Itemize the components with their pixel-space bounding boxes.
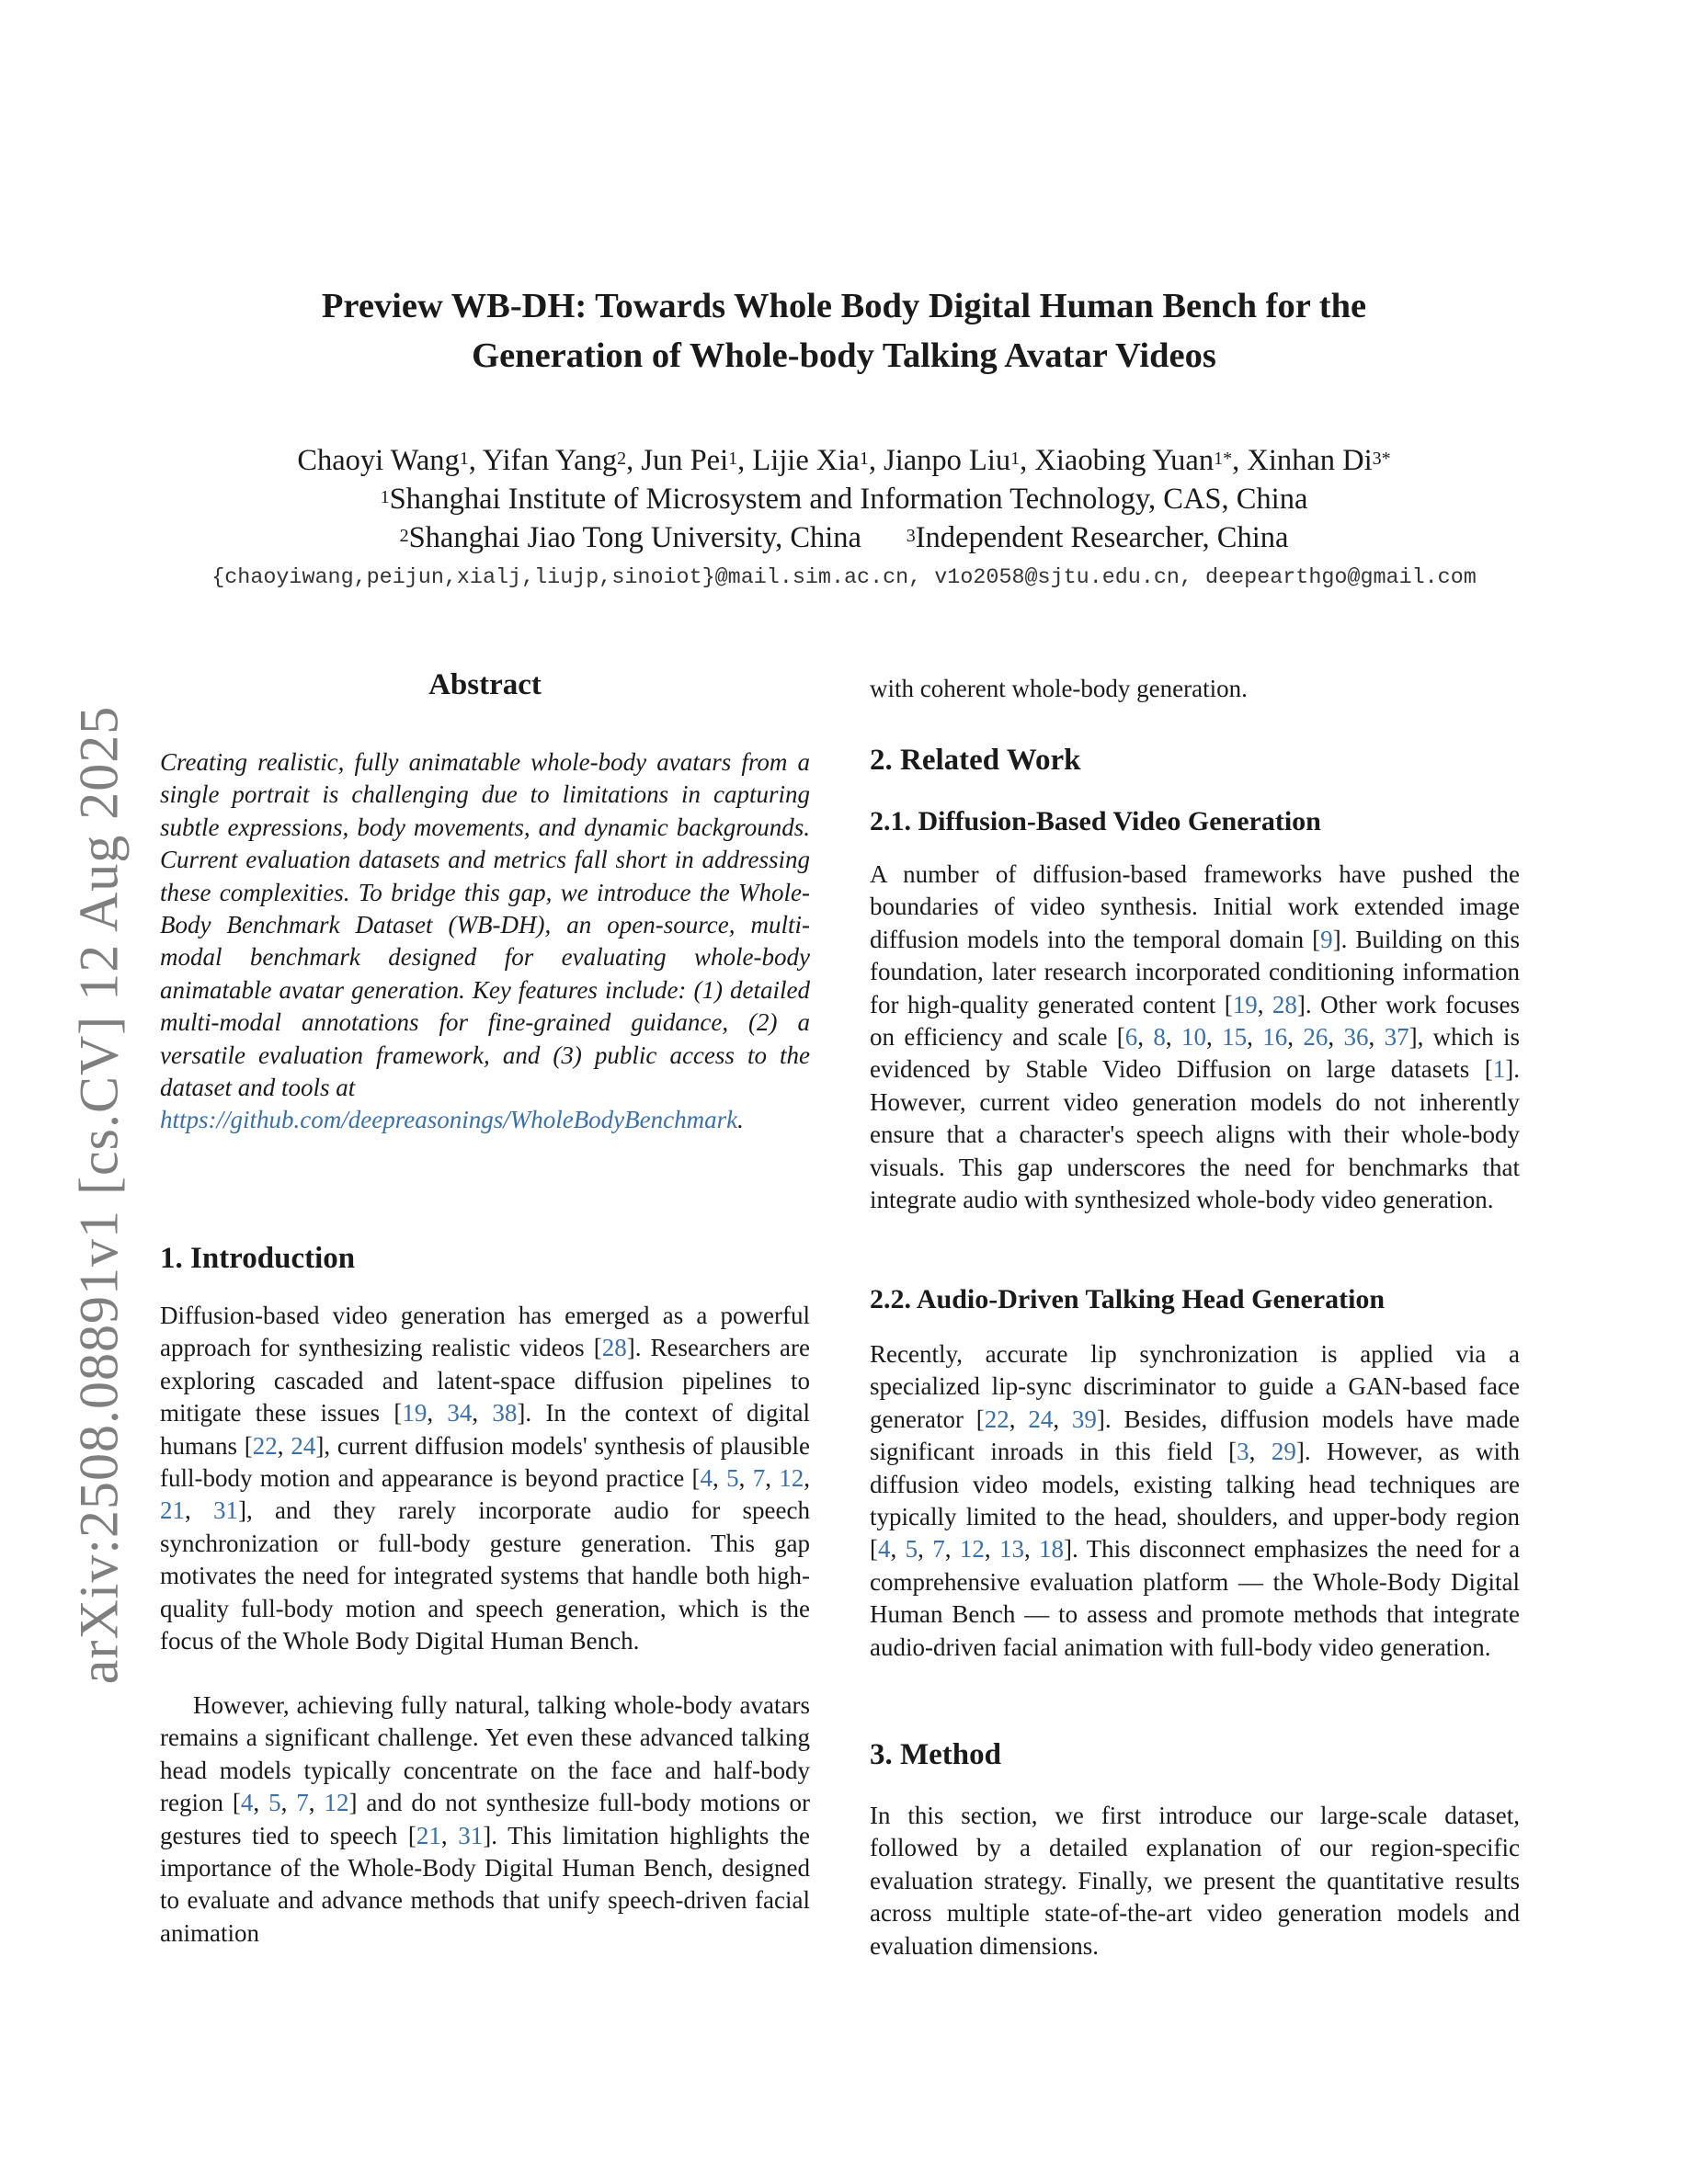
- citation-link[interactable]: 38: [492, 1399, 518, 1428]
- intro-paragraph-2: However, achieving fully natural, talking whole-body avatars remains a significant challenge. Yet even these advanced talking head models typically concentrate on the face and half-body region [4, 5, 7, 12] and do not synthesize full-body motions or gestures tied to speech [21, 31]. This limitation highlights the importance of the Whole-Body Digital Human Bench, designed to evaluate and advance methods that unify speech-driven facial animation: [160, 1691, 810, 1947]
- citation-link[interactable]: 22: [252, 1431, 278, 1460]
- title-line-2: Generation of Whole-body Talking Avatar Videos: [472, 336, 1216, 375]
- affiliation-text: Shanghai Institute of Microsystem and Information Technology, CAS, China: [389, 483, 1308, 516]
- citation-link[interactable]: 4: [878, 1535, 891, 1564]
- section-heading-introduction: 1. Introduction: [160, 1242, 356, 1275]
- abstract-continuation: with coherent whole-body generation.: [870, 675, 1248, 702]
- subsection-heading-audio-driven: 2.2. Audio-Driven Talking Head Generation: [870, 1284, 1386, 1314]
- affiliation-mark: 1: [380, 487, 390, 507]
- citation-link[interactable]: 26: [1303, 1023, 1329, 1052]
- author-affiliation-mark: 1: [459, 449, 469, 469]
- citation-link[interactable]: 5: [726, 1464, 739, 1493]
- citation-link[interactable]: 3: [1237, 1438, 1249, 1466]
- abstract-text-content: Creating realistic, fully animatable whole-body avatars from a single portrait is challenging due to limitations in capturing subtle expressions, body movements, and dynamic backgrounds. Current evaluation datasets and metrics fall short in addressing these complexities. To bridge this gap, we introduce the Whole-Body Benchmark Dataset (WB-DH), an open-source, multi-modal benchmark designed for evaluating whole-body animatable avatar generation. Key features include: (1) detailed multi-modal annotations for fine-grained guidance, (2) a versatile evaluation framework, and (3) public access to the dataset and tools at: [160, 748, 810, 1102]
- citation-link[interactable]: 19: [402, 1399, 428, 1428]
- method-paragraph: In this section, we first introduce our large-scale dataset, followed by a detailed explanation of our region-specific evaluation strategy. Finally, we present the quantitative results across multiple state-of-the-art video generation models and evaluation dimensions.: [870, 1802, 1520, 1960]
- citation-link[interactable]: 21: [160, 1496, 185, 1525]
- citation-link[interactable]: 16: [1262, 1023, 1288, 1052]
- affiliation-mark: 3: [906, 526, 916, 546]
- citation-link[interactable]: 4: [240, 1789, 254, 1817]
- citation-link[interactable]: 21: [416, 1821, 441, 1849]
- citation-link[interactable]: 15: [1222, 1023, 1248, 1052]
- author-affiliation-mark: 1: [859, 449, 869, 469]
- citation-link[interactable]: 8: [1153, 1023, 1166, 1052]
- citation-link[interactable]: 24: [1028, 1405, 1054, 1433]
- author-affiliation-mark: 3*: [1372, 449, 1391, 469]
- citation-link[interactable]: 9: [1320, 925, 1333, 953]
- citation-link[interactable]: 12: [959, 1535, 985, 1564]
- author-block: [0, 441, 1688, 557]
- subsection-heading-diffusion: 2.1. Diffusion-Based Video Generation: [870, 806, 1321, 836]
- affiliation-text: Independent Researcher, China: [915, 521, 1289, 554]
- author-name: Jianpo Liu: [884, 444, 1011, 477]
- author-name: Jun Pei: [641, 444, 729, 477]
- affiliation-mark: 2: [399, 526, 409, 546]
- citation-link[interactable]: 13: [998, 1535, 1024, 1564]
- citation-link[interactable]: 7: [932, 1535, 945, 1564]
- citation-link[interactable]: 31: [458, 1821, 484, 1849]
- diffusion-paragraph: A number of diffusion-based frameworks have pushed the boundaries of video synthesis. Initial work extended image diffusion models into the temporal domain [9]. Building on this foundation, later research incorporated conditioning information for high-quality generated content [19, 28]. Other work focuses on efficiency and scale [6, 8, 10, 15, 16, 26, 36, 37], which is evidenced by Stable Video Diffusion on large datasets [1]. However, current video generation models do not inherently ensure that a character's speech aligns with their whole-body visuals. This gap underscores the need for benchmarks that integrate audio with synthesized whole-body video generation.: [870, 860, 1521, 1214]
- citation-link[interactable]: 31: [213, 1496, 239, 1525]
- citation-link[interactable]: 5: [905, 1535, 918, 1564]
- author-list: Chaoyi Wang$^1$, Yifan Yang$^2$, Jun Pei$^1$, Lijie Xia$^1$, Jianpo Liu$^1$, Xiaobing Yuan$^{1*}$, Xinhan $Di^{3*}$: [297, 444, 1391, 477]
- citation-link[interactable]: 28: [601, 1334, 627, 1362]
- citation-link[interactable]: 4: [700, 1464, 713, 1493]
- affiliation-line: [0, 518, 1688, 557]
- paper-title: [0, 281, 1688, 381]
- abstract-heading: Abstract: [428, 668, 542, 701]
- author-affiliation-mark: 1: [1010, 449, 1021, 469]
- author-name: Xinhan Di: [1247, 444, 1373, 477]
- affiliation-line: [0, 480, 1688, 518]
- citation-link[interactable]: 7: [296, 1789, 309, 1817]
- audio-driven-paragraph: Recently, accurate lip synchronization is applied via a specialized lip-sync discriminator to guide a GAN-based face generator [22, 24, 39]. Besides, diffusion models have made significant inroads in this field [3, 29]. However, as with diffusion video models, existing talking head techniques are typically limited to the head, shoulders, and upper-body region [4, 5, 7, 12, 13, 18]. This disconnect emphasizes the need for a comprehensive evaluation platform — the Whole-Body Digital Human Bench — to assess and promote methods that integrate audio-driven facial animation with full-body video generation.: [870, 1340, 1521, 1661]
- author-affiliation-mark: 1: [728, 449, 738, 469]
- intro-paragraph-1: Diffusion-based video generation has emerged as a powerful approach for synthesizing realistic videos [28]. Researchers are exploring cascaded and latent-space diffusion pipelines to mitigate these issues [19, 34, 38]. In the context of digital humans [22, 24], current diffusion models' synthesis of plausible full-body motion and appearance is beyond practice [4, 5, 7, 12, 21, 31], and they rarely incorporate audio for speech synchronization or full-body gesture generation. This gap motivates the need for integrated systems that handle both high-quality full-body motion and speech generation, which is the focus of the Whole Body Digital Human Bench.: [160, 1302, 811, 1655]
- citation-link[interactable]: 24: [291, 1431, 316, 1460]
- citation-link[interactable]: 34: [447, 1399, 473, 1428]
- section-heading-related-work: 2. Related Work: [870, 744, 1081, 777]
- author-name: Xiaobing Yuan: [1034, 444, 1215, 477]
- citation-link[interactable]: 7: [752, 1464, 766, 1493]
- citation-link[interactable]: 10: [1181, 1023, 1207, 1052]
- author-name: Lijie Xia: [752, 444, 860, 477]
- citation-link[interactable]: 1: [1492, 1055, 1506, 1084]
- citation-link[interactable]: 28: [1272, 990, 1297, 1018]
- author-name: Chaoyi Wang: [297, 444, 460, 477]
- author-affiliation-mark: 2: [617, 449, 627, 469]
- citation-link[interactable]: 22: [984, 1405, 1009, 1433]
- citation-link[interactable]: 37: [1384, 1023, 1409, 1052]
- author-emails: {chaoyiwang,peijun,xialj,liujp,sinoiot}@mail.sim.ac.cn, v1o2058@sjtu.edu.cn, deepearthgo@gmail.com: [211, 566, 1477, 590]
- abstract-body: [160, 746, 810, 1137]
- citation-link[interactable]: 12: [324, 1789, 349, 1817]
- citation-link[interactable]: 12: [779, 1464, 804, 1493]
- arxiv-identifier-stamp: arXiv:2508.08891v1 [cs.CV] 12 Aug 2025: [68, 705, 130, 1685]
- citation-link[interactable]: 5: [268, 1789, 281, 1817]
- title-line-1: Preview WB-DH: Towards Whole Body Digital Human Bench for the: [321, 287, 1367, 325]
- author-name: Yifan Yang: [482, 444, 618, 477]
- citation-link[interactable]: 6: [1124, 1023, 1138, 1052]
- section-heading-method: 3. Method: [870, 1738, 1001, 1771]
- github-link[interactable]: https://github.com/deepreasonings/WholeBodyBenchmark: [160, 1106, 738, 1134]
- abstract-text: Creating realistic, fully animatable whole-body avatars from a single portrait is challenging due to limitations in capturing subtle expressions, body movements, and dynamic backgrounds. Current evaluation datasets and metrics fall short in addressing these complexities. To bridge this gap, we introduce the Whole-Body Benchmark Dataset (WB-DH), an open-source, multi-modal benchmark designed for evaluating whole-body animatable avatar generation. Key features include: (1) detailed multi-modal annotations for fine-grained guidance, (2) a versatile evaluation framework, and (3) public access to the dataset and tools at https://github.com/deepreasonings/WholeBodyBenchmark.: [160, 748, 810, 1134]
- citation-link[interactable]: 39: [1071, 1405, 1097, 1433]
- citation-link[interactable]: 18: [1039, 1535, 1065, 1564]
- affiliation-text: Shanghai Jiao Tong University, China: [408, 521, 861, 554]
- citation-link[interactable]: 19: [1232, 990, 1258, 1018]
- citation-link[interactable]: 36: [1343, 1023, 1369, 1052]
- citation-link[interactable]: 29: [1271, 1438, 1296, 1466]
- author-affiliation-mark: 1*: [1214, 449, 1233, 469]
